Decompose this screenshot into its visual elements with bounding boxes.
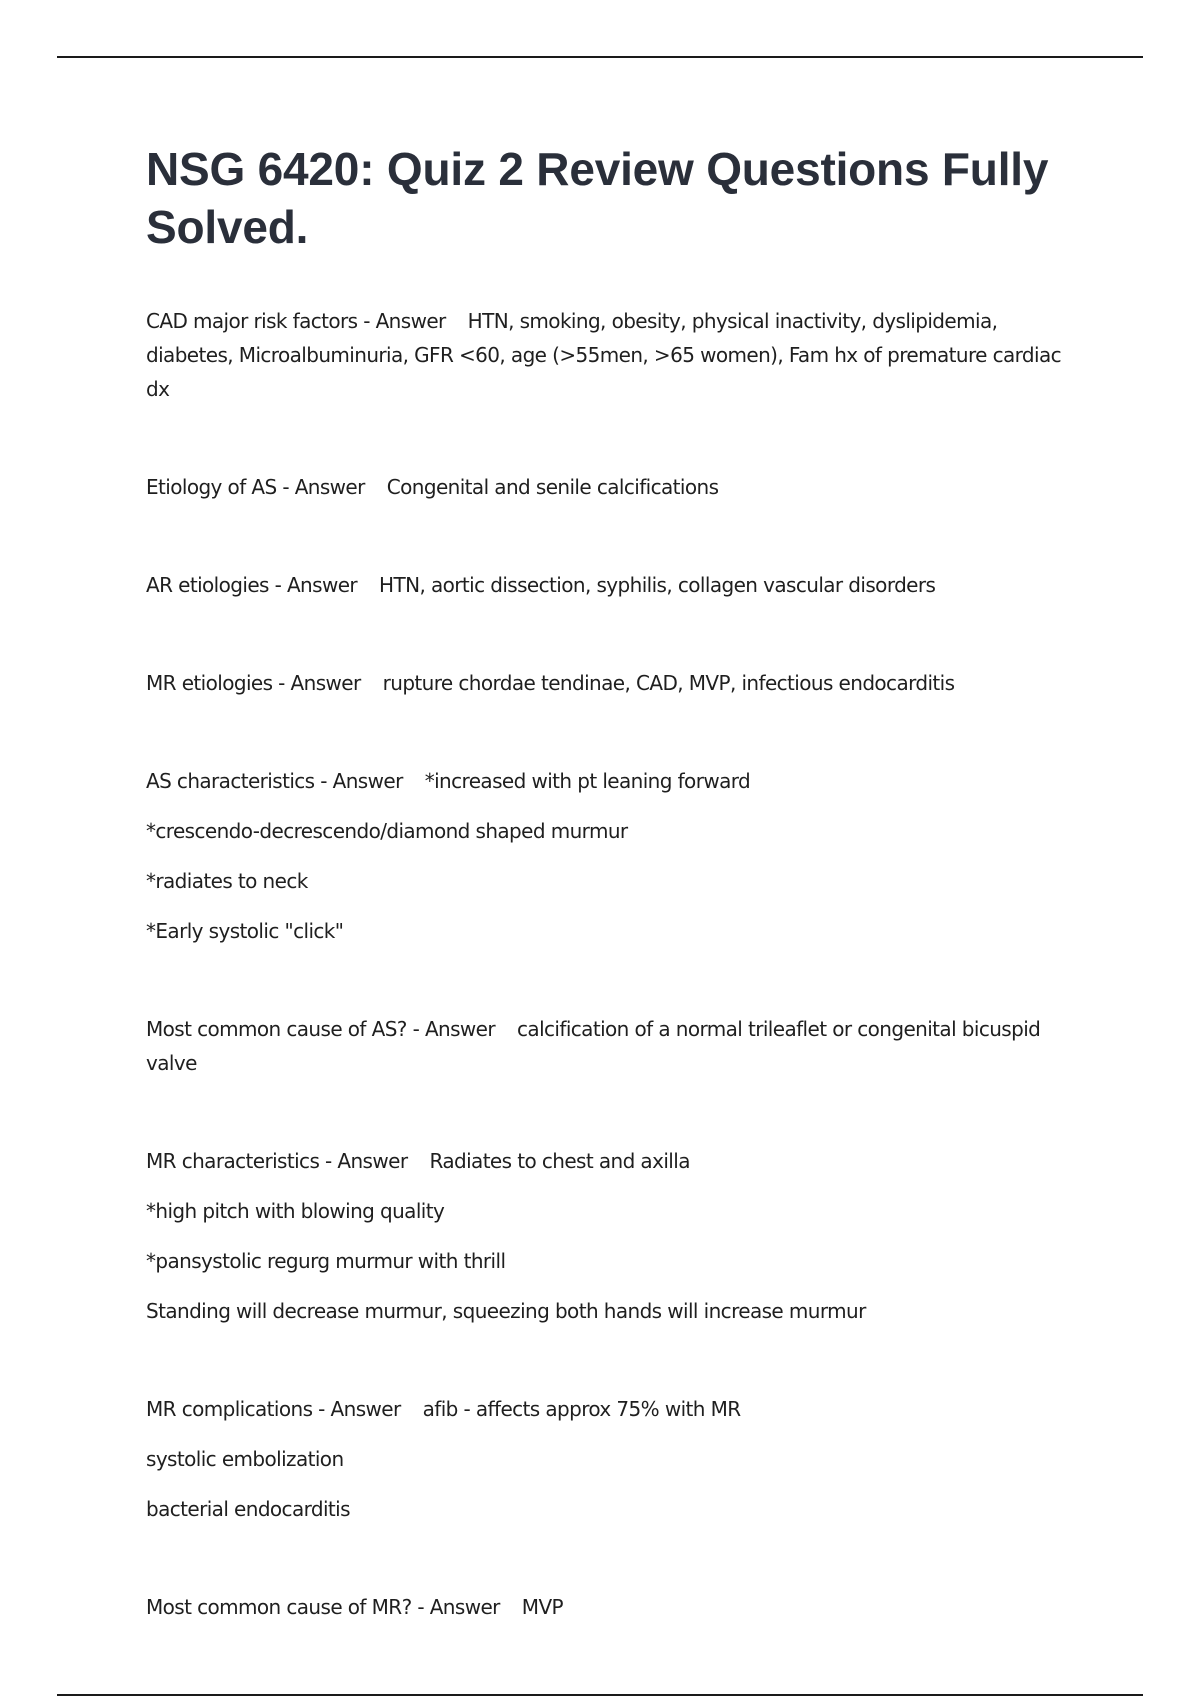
qa-question: MR characteristics - Answer [146, 1149, 408, 1173]
qa-first-line [146, 470, 1080, 504]
qa-first-line [146, 304, 1080, 406]
qa-first-line [146, 1590, 1080, 1624]
qa-question: CAD major risk factors - Answer [146, 309, 446, 333]
qa-item [146, 764, 1080, 948]
qa-first-line [146, 764, 1080, 798]
qa-item [146, 1012, 1080, 1080]
qa-extra-line: *pansystolic regurg murmur with thrill [146, 1249, 506, 1273]
qa-item [146, 1144, 1080, 1328]
qa-item [146, 1590, 1080, 1624]
qa-item [146, 1392, 1080, 1526]
qa-answer: calcification of a normal trileaflet or congenital bicuspid valve [146, 1017, 1041, 1075]
qa-extra-line: *crescendo-decrescendo/diamond shaped murmur [146, 819, 628, 843]
document-title: NSG 6420: Quiz 2 Review Questions Fully Solved. [146, 143, 1049, 253]
qa-answer: HTN, aortic dissection, syphilis, collagen vascular disorders [379, 573, 936, 597]
qa-extra-line: *radiates to neck [146, 869, 308, 893]
qa-first-line [146, 1392, 1080, 1426]
qa-extra-line: Standing will decrease murmur, squeezing both hands will increase murmur [146, 1299, 866, 1323]
qa-extra-line: *Early systolic "click" [146, 919, 344, 943]
qa-question: AR etiologies - Answer [146, 573, 358, 597]
qa-item [146, 568, 1080, 602]
qa-answer: afib - affects approx 75% with MR [422, 1397, 741, 1421]
footer-rule [57, 1694, 1143, 1696]
qa-first-line [146, 666, 1080, 700]
qa-answer: HTN, smoking, obesity, physical inactivity, dyslipidemia, diabetes, Microalbuminuria, GFR <60, age (>55men, >65 women), Fam hx of premature cardiac dx [146, 309, 1062, 401]
qa-item [146, 304, 1080, 406]
qa-extra-line: *high pitch with blowing quality [146, 1199, 445, 1223]
qa-question: MR etiologies - Answer [146, 671, 361, 695]
header-rule [57, 56, 1143, 58]
qa-item [146, 470, 1080, 504]
qa-answer: Congenital and senile calcifications [386, 475, 719, 499]
qa-question: Most common cause of MR? - Answer [146, 1595, 500, 1619]
qa-first-line [146, 1012, 1080, 1080]
qa-question: AS characteristics - Answer [146, 769, 403, 793]
qa-question: Most common cause of AS? - Answer [146, 1017, 496, 1041]
qa-question: Etiology of AS - Answer [146, 475, 365, 499]
qa-extra-line: systolic embolization [146, 1447, 344, 1471]
qa-extra-line: bacterial endocarditis [146, 1497, 350, 1521]
qa-list [146, 304, 1080, 1624]
qa-first-line [146, 1144, 1080, 1178]
qa-answer: *increased with pt leaning forward [424, 769, 751, 793]
document-body [146, 140, 1080, 1624]
qa-item [146, 666, 1080, 700]
qa-answer: MVP [521, 1595, 563, 1619]
qa-first-line [146, 568, 1080, 602]
qa-answer: rupture chordae tendinae, CAD, MVP, infectious endocarditis [382, 671, 955, 695]
qa-question: MR complications - Answer [146, 1397, 401, 1421]
qa-answer: Radiates to chest and axilla [429, 1149, 690, 1173]
